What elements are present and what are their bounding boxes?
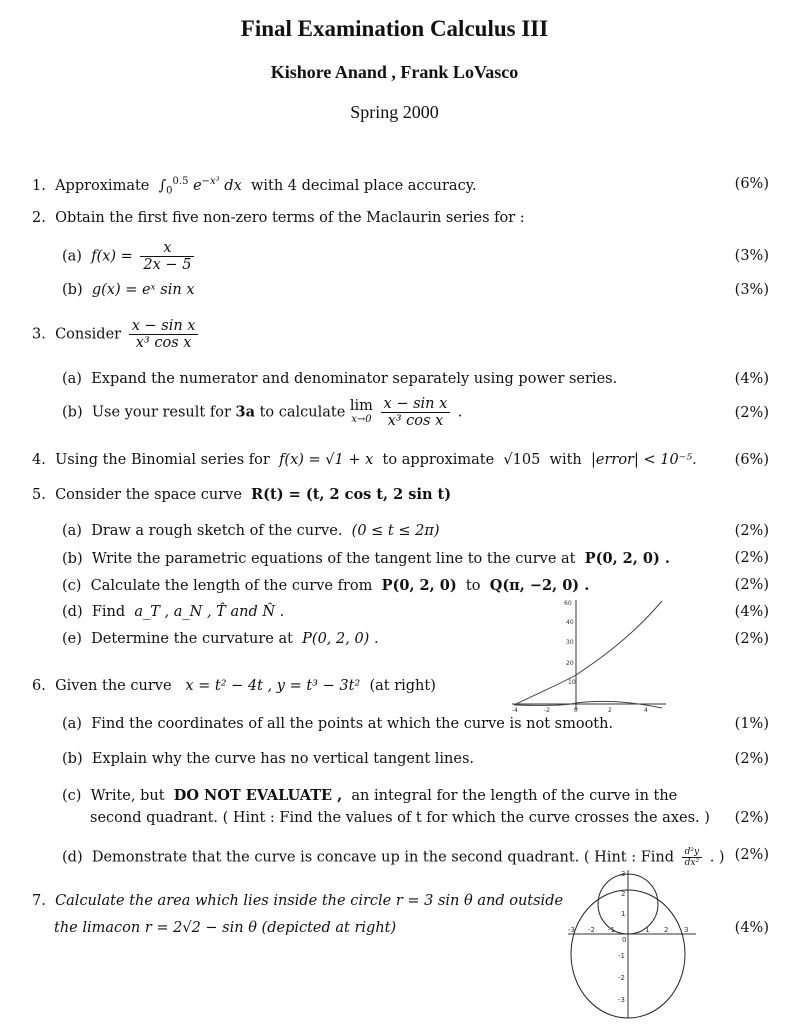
x-tick: 1 bbox=[645, 926, 650, 934]
question-5a: (a) Draw a rough sketch of the curve. (0 ≤ t ≤ 2π) bbox=[62, 523, 440, 539]
curve-graph bbox=[508, 595, 668, 720]
y-tick: 1 bbox=[621, 910, 626, 918]
question-6d: (d) Demonstrate that the curve is concave up in the second quadrant. ( Hint : Find $\frac{\text{d²y}}{\text{dx²}}$ . ) bbox=[62, 847, 725, 868]
y-tick: 3 bbox=[621, 870, 626, 878]
question-5c: (c) Calculate the length of the curve from P(0, 2, 0) to Q(π, −2, 0) . bbox=[62, 577, 590, 594]
polar-graph bbox=[560, 868, 700, 1023]
page-title: Final Examination Calculus III bbox=[240, 16, 549, 41]
y-tick: 40 bbox=[566, 619, 574, 626]
question-1: 1. Approximate $\int_0^{0.5}$ $e^{-x^3}$ dx with 4 decimal place accuracy. bbox=[32, 176, 477, 197]
curve-upper bbox=[514, 601, 662, 705]
x-tick: 2 bbox=[664, 926, 669, 934]
question-4-pct: (6%) bbox=[734, 452, 769, 468]
question-6d-pct: (2%) bbox=[734, 847, 769, 863]
y-tick: 2 bbox=[621, 890, 626, 898]
question-6c-line2: second quadrant. ( Hint : Find the values of t for which the curve crosses the axes. ) bbox=[90, 810, 710, 826]
question-6: 6. Given the curve x = t² − 4t , y = t³ − 3t² (at right) bbox=[32, 678, 436, 694]
question-5d: (d) Find a_T , a_N , T̂ and N̂ . bbox=[62, 604, 285, 620]
question-5e: (e) Determine the curvature at P(0, 2, 0) . bbox=[62, 631, 379, 647]
question-3a: (a) Expand the numerator and denominator separately using power series. bbox=[62, 371, 618, 387]
question-2: 2. Obtain the first five non-zero terms of the Maclaurin series for : bbox=[32, 210, 525, 226]
x-tick: 3 bbox=[684, 926, 689, 934]
y-tick: 10 bbox=[568, 679, 576, 686]
x-tick: -2 bbox=[588, 926, 595, 934]
question-6c-pct: (2%) bbox=[734, 810, 769, 826]
x-tick: -3 bbox=[568, 926, 575, 934]
term: Spring 2000 bbox=[350, 102, 439, 122]
question-1-pct: (6%) bbox=[734, 176, 769, 192]
question-5b-pct: (2%) bbox=[734, 550, 769, 566]
question-7: 7. Calculate the area which lies inside the circle r = 3 sin θ and outside bbox=[32, 893, 564, 909]
y-tick: 60 bbox=[564, 600, 572, 607]
question-3: 3. Consider $\frac{\text{x − sin x}}{\text{x³ cos x}}$ bbox=[32, 318, 201, 351]
question-6a-pct: (1%) bbox=[734, 716, 769, 732]
curve-lower bbox=[514, 701, 662, 708]
x-tick: -2 bbox=[544, 707, 550, 714]
y-tick: 20 bbox=[566, 660, 574, 667]
question-2a-pct: (3%) bbox=[734, 248, 769, 264]
question-5e-pct: (2%) bbox=[734, 631, 769, 647]
question-2b-pct: (3%) bbox=[734, 282, 769, 298]
question-6b-pct: (2%) bbox=[734, 751, 769, 767]
origin-label: 0 bbox=[622, 936, 627, 944]
x-tick: 4 bbox=[644, 707, 648, 714]
y-tick: -3 bbox=[618, 996, 625, 1004]
question-7-line2: the limacon r = 2√2 − sin θ (depicted at right) bbox=[54, 920, 397, 936]
question-6b: (b) Explain why the curve has no vertical tangent lines. bbox=[62, 751, 475, 767]
y-tick: 30 bbox=[566, 639, 574, 646]
question-7-pct: (4%) bbox=[734, 920, 769, 936]
question-5a-pct: (2%) bbox=[734, 523, 769, 539]
x-tick: -1 bbox=[608, 926, 615, 934]
question-6a: (a) Find the coordinates of all the points at which the curve is not smooth. bbox=[62, 716, 614, 732]
y-tick: -1 bbox=[618, 952, 625, 960]
x-tick: -4 bbox=[512, 707, 518, 714]
question-6c: (c) Write, but DO NOT EVALUATE , an integral for the length of the curve in the bbox=[62, 787, 678, 804]
x-tick: 2 bbox=[608, 707, 612, 714]
question-2b: (b) g(x) = eˣ sin x bbox=[62, 282, 195, 298]
question-5d-pct: (4%) bbox=[734, 604, 769, 620]
question-5b: (b) Write the parametric equations of the tangent line to the curve at P(0, 2, 0) . bbox=[62, 550, 670, 567]
question-3b-pct: (2%) bbox=[734, 405, 769, 421]
y-tick: -2 bbox=[618, 974, 625, 982]
question-5: 5. Consider the space curve R(t) = (t, 2 cos t, 2 sin t) bbox=[32, 486, 452, 503]
x-tick: 0 bbox=[574, 707, 578, 714]
authors: Kishore Anand , Frank LoVasco bbox=[270, 62, 519, 82]
question-3b: (b) Use your result for 3a to calculate lim x→0 $\frac{\text{x − sin x}}{\text{x³ cos x}}$ . bbox=[62, 396, 463, 429]
question-3a-pct: (4%) bbox=[734, 371, 769, 387]
question-5c-pct: (2%) bbox=[734, 577, 769, 593]
question-4: 4. Using the Binomial series for f(x) = √1 + x to approximate √105 with |error| < 10⁻⁵. bbox=[32, 452, 697, 468]
question-2a: (a) f(x) = $\frac{x}{2x - 5}$ bbox=[62, 240, 197, 273]
